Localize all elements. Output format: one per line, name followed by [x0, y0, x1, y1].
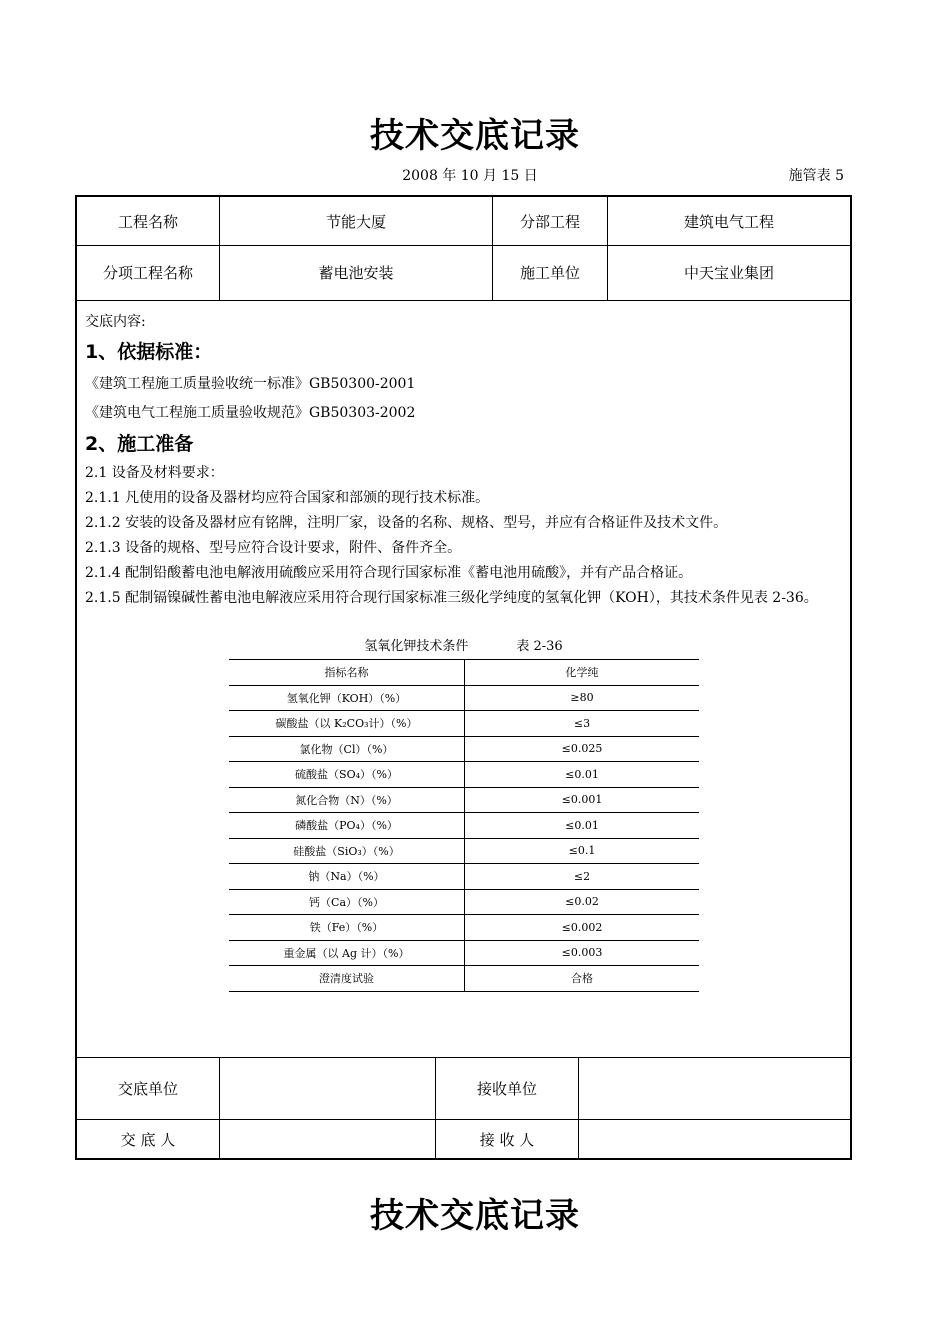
- spec-table-title: 氢氧化钾技术条件: [364, 639, 469, 654]
- spec-value: ≤0.001: [465, 787, 700, 813]
- content-line: 2.1.2 安装的设备及器材应有铭牌，注明厂家，设备的名称、规格、型号，并应有合格证件及技术文件。: [85, 515, 728, 531]
- spec-item: 钠（Na）（%）: [229, 864, 465, 890]
- issuer-unit-label: 交底单位: [77, 1058, 220, 1119]
- spec-value: ≤0.002: [465, 915, 700, 941]
- section-1-title: 1、依据标准：: [85, 341, 213, 363]
- content-line: 2.1.4 配制铅酸蓄电池电解液用硫酸应采用符合现行国家标准《蓄电池用硫酸》，并有产品合格证。: [85, 565, 693, 581]
- signoff-row-persons: [77, 1119, 850, 1160]
- content-line: 2.1.3 设备的规格、型号应符合设计要求，附件、备件齐全。: [85, 540, 462, 556]
- spec-item: 硅酸盐（SiO₃）（%）: [229, 838, 465, 864]
- spec-item: 澄清度试验: [229, 966, 465, 992]
- division-label: 分部工程: [493, 197, 608, 245]
- spec-value: ≤0.003: [465, 940, 700, 966]
- form-number: 施管表 5: [788, 168, 844, 184]
- table-row: [229, 838, 699, 864]
- contractor-value: 中天宝业集团: [683, 264, 774, 282]
- spec-item: 氮化合物（N）（%）: [229, 787, 465, 813]
- receiver-person-field[interactable]: [579, 1119, 850, 1160]
- issuer-person-field[interactable]: [220, 1119, 436, 1160]
- standard-item: 《建筑电气工程施工质量验收规范》GB50303-2002: [85, 405, 416, 421]
- table-row: [229, 915, 699, 941]
- spec-table-caption: [77, 635, 850, 654]
- header-row-1: [77, 197, 850, 246]
- subitem-value: 蓄电池安装: [220, 245, 493, 300]
- table-row: [229, 685, 699, 711]
- table-row: [229, 711, 699, 737]
- table-row: [229, 940, 699, 966]
- spec-value: ≥80: [465, 685, 700, 711]
- content-line: 2.1 设备及材料要求：: [85, 465, 224, 481]
- spec-value: ≤0.02: [465, 889, 700, 915]
- spec-item: 硫酸盐（SO₄）（%）: [229, 762, 465, 788]
- project-name-value: 节能大厦: [220, 197, 493, 245]
- header-row-2: [77, 245, 850, 301]
- spec-item: 氯化物（Cl）（%）: [229, 736, 465, 762]
- receiver-person-label: 接 收 人: [436, 1119, 579, 1160]
- issuer-unit-field[interactable]: [220, 1058, 436, 1119]
- table-header-row: [229, 660, 699, 686]
- receiver-unit-field[interactable]: [579, 1058, 850, 1119]
- spec-item: 磷酸盐（PO₄）（%）: [229, 813, 465, 839]
- page-title: 技术交底记录: [370, 116, 580, 156]
- table-row: [229, 966, 699, 992]
- spec-item: 重金属（以 Ag 计）（%）: [229, 940, 465, 966]
- spec-item: 钙（Ca）（%）: [229, 889, 465, 915]
- spec-value: 合格: [465, 966, 700, 992]
- project-name-label: 工程名称: [77, 197, 220, 245]
- section-2-title: 2、施工准备: [85, 433, 194, 455]
- record-form: [75, 195, 852, 1160]
- table-row: [229, 762, 699, 788]
- spec-value: ≤0.01: [465, 762, 700, 788]
- receiver-unit-label: 接收单位: [436, 1058, 579, 1119]
- content-line: 2.1.5 配制镉镍碱性蓄电池电解液应采用符合现行国家标准三级化学纯度的氢氧化钾（KOH），其技术条件见表 2-36。: [85, 590, 818, 606]
- spec-value: ≤0.025: [465, 736, 700, 762]
- column-header: 指标名称: [229, 660, 465, 686]
- table-row: [229, 787, 699, 813]
- koh-spec-table: [229, 659, 699, 992]
- signoff-row-units: [77, 1057, 850, 1120]
- briefing-content: [77, 301, 850, 1053]
- spec-value: ≤0.01: [465, 813, 700, 839]
- content-label: 交底内容:: [85, 314, 146, 330]
- spec-value: ≤2: [465, 864, 700, 890]
- division-value: 建筑电气工程: [683, 212, 774, 231]
- content-line: 2.1.1 凡使用的设备及器材均应符合国家和部颁的现行技术标准。: [85, 490, 490, 506]
- spec-item: 氢氧化钾（KOH）（%）: [229, 685, 465, 711]
- spec-value: ≤0.1: [465, 838, 700, 864]
- table-row: [229, 864, 699, 890]
- contractor-label: 施工单位: [493, 245, 608, 300]
- table-row: [229, 736, 699, 762]
- spec-table-number: 表 2-36: [516, 639, 563, 654]
- spec-value: ≤3: [465, 711, 700, 737]
- column-header: 化学纯: [465, 660, 700, 686]
- spec-item: 铁（Fe）（%）: [229, 915, 465, 941]
- spec-item: 碳酸盐（以 K₂CO₃计）（%）: [229, 711, 465, 737]
- standard-item: 《建筑工程施工质量验收统一标准》GB50300-2001: [85, 376, 416, 392]
- subitem-label: 分项工程名称: [77, 245, 220, 300]
- table-row: [229, 889, 699, 915]
- record-date: 2008 年 10 月 15 日: [402, 168, 538, 184]
- page-title-repeat: 技术交底记录: [370, 1196, 580, 1236]
- issuer-person-label: 交 底 人: [77, 1119, 220, 1160]
- table-row: [229, 813, 699, 839]
